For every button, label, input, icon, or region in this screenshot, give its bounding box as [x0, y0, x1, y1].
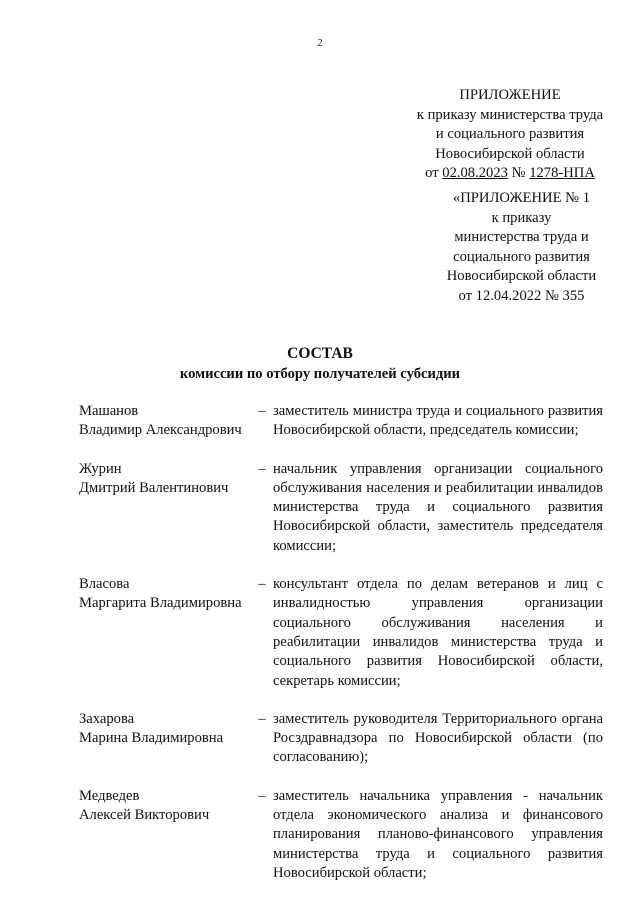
- member-surname: Власова: [79, 576, 130, 593]
- number-sign: №: [511, 165, 526, 181]
- member-row: [79, 787, 603, 883]
- member-row: [79, 460, 603, 556]
- member-given-name: Маргарита Владимировна: [79, 595, 242, 612]
- appendix-line: Новосибирской области: [435, 145, 585, 162]
- member-given-name: Дмитрий Валентинович: [79, 479, 229, 496]
- appendix-date-line: [410, 164, 610, 184]
- separator-dash: –: [258, 576, 266, 593]
- document-heading: [0, 344, 640, 384]
- separator-dash: –: [258, 460, 266, 477]
- heading-title: СОСТАВ: [287, 345, 353, 362]
- member-given-name: Алексей Викторович: [79, 807, 210, 824]
- original-appendix-line: социального развития: [453, 248, 590, 265]
- member-position: заместитель министра труда и социального развития Новосибирской области, председатель комиссии;: [273, 403, 603, 439]
- order-date: 02.08.2023: [442, 165, 508, 181]
- member-surname: Журин: [79, 460, 122, 477]
- member-name: [79, 710, 254, 749]
- member-row: [79, 710, 603, 768]
- from-prefix: от: [425, 165, 439, 181]
- appendix-line: к приказу министерства труда: [416, 106, 604, 123]
- separator-dash: –: [258, 787, 266, 804]
- original-appendix-line: к приказу: [491, 209, 552, 226]
- original-appendix-line: от 12.04.2022 № 355: [458, 287, 585, 304]
- member-position: заместитель руководителя Территориального органа Росздравнадзора по Новосибирской области (по согласованию);: [273, 710, 603, 766]
- separator-dash: –: [258, 403, 266, 419]
- member-name: [79, 575, 254, 614]
- original-appendix-line: Новосибирской области: [446, 268, 597, 284]
- separator-dash: –: [258, 710, 266, 727]
- commission-members: [79, 402, 603, 902]
- member-row: [79, 402, 603, 441]
- member-name: [79, 402, 254, 441]
- heading-subtitle: комиссии по отбору получателей субсидии: [179, 366, 461, 382]
- member-row: [79, 575, 603, 691]
- original-appendix-header: [439, 189, 604, 306]
- member-given-name: Марина Владимировна: [79, 730, 224, 747]
- member-given-name: Владимир Александрович: [79, 422, 242, 439]
- member-position: консультант отдела по делам ветеранов и лиц с инвалидностью управления организации социального обслуживания населения и реабилитации инвалидов министерства труда и социального развития Новосибирской области, секретарь комиссии;: [273, 576, 603, 689]
- member-surname: Захарова: [79, 710, 135, 727]
- member-position: заместитель начальника управления - начальник отдела экономического анализа и финансового планирования планово-финансового управления министерства труда и социального развития Новосибирской области;: [273, 787, 603, 881]
- page-number: 2: [317, 37, 323, 49]
- appendix-line: и социального развития: [435, 126, 585, 142]
- appendix-header: [410, 86, 610, 184]
- appendix-title: ПРИЛОЖЕНИЕ: [459, 87, 561, 103]
- member-surname: Медведев: [79, 787, 140, 804]
- member-name: [79, 787, 254, 826]
- original-appendix-line: министерства труда и: [454, 229, 589, 245]
- original-appendix-title: «ПРИЛОЖЕНИЕ № 1: [452, 190, 591, 206]
- member-name: [79, 460, 254, 499]
- member-position: начальник управления организации социального обслуживания населения и реабилитации инвалидов министерства труда и социального развития Новосибирской области, заместитель председателя комиссии;: [273, 460, 603, 554]
- member-surname: Машанов: [79, 403, 139, 419]
- order-number: 1278-НПА: [529, 165, 595, 181]
